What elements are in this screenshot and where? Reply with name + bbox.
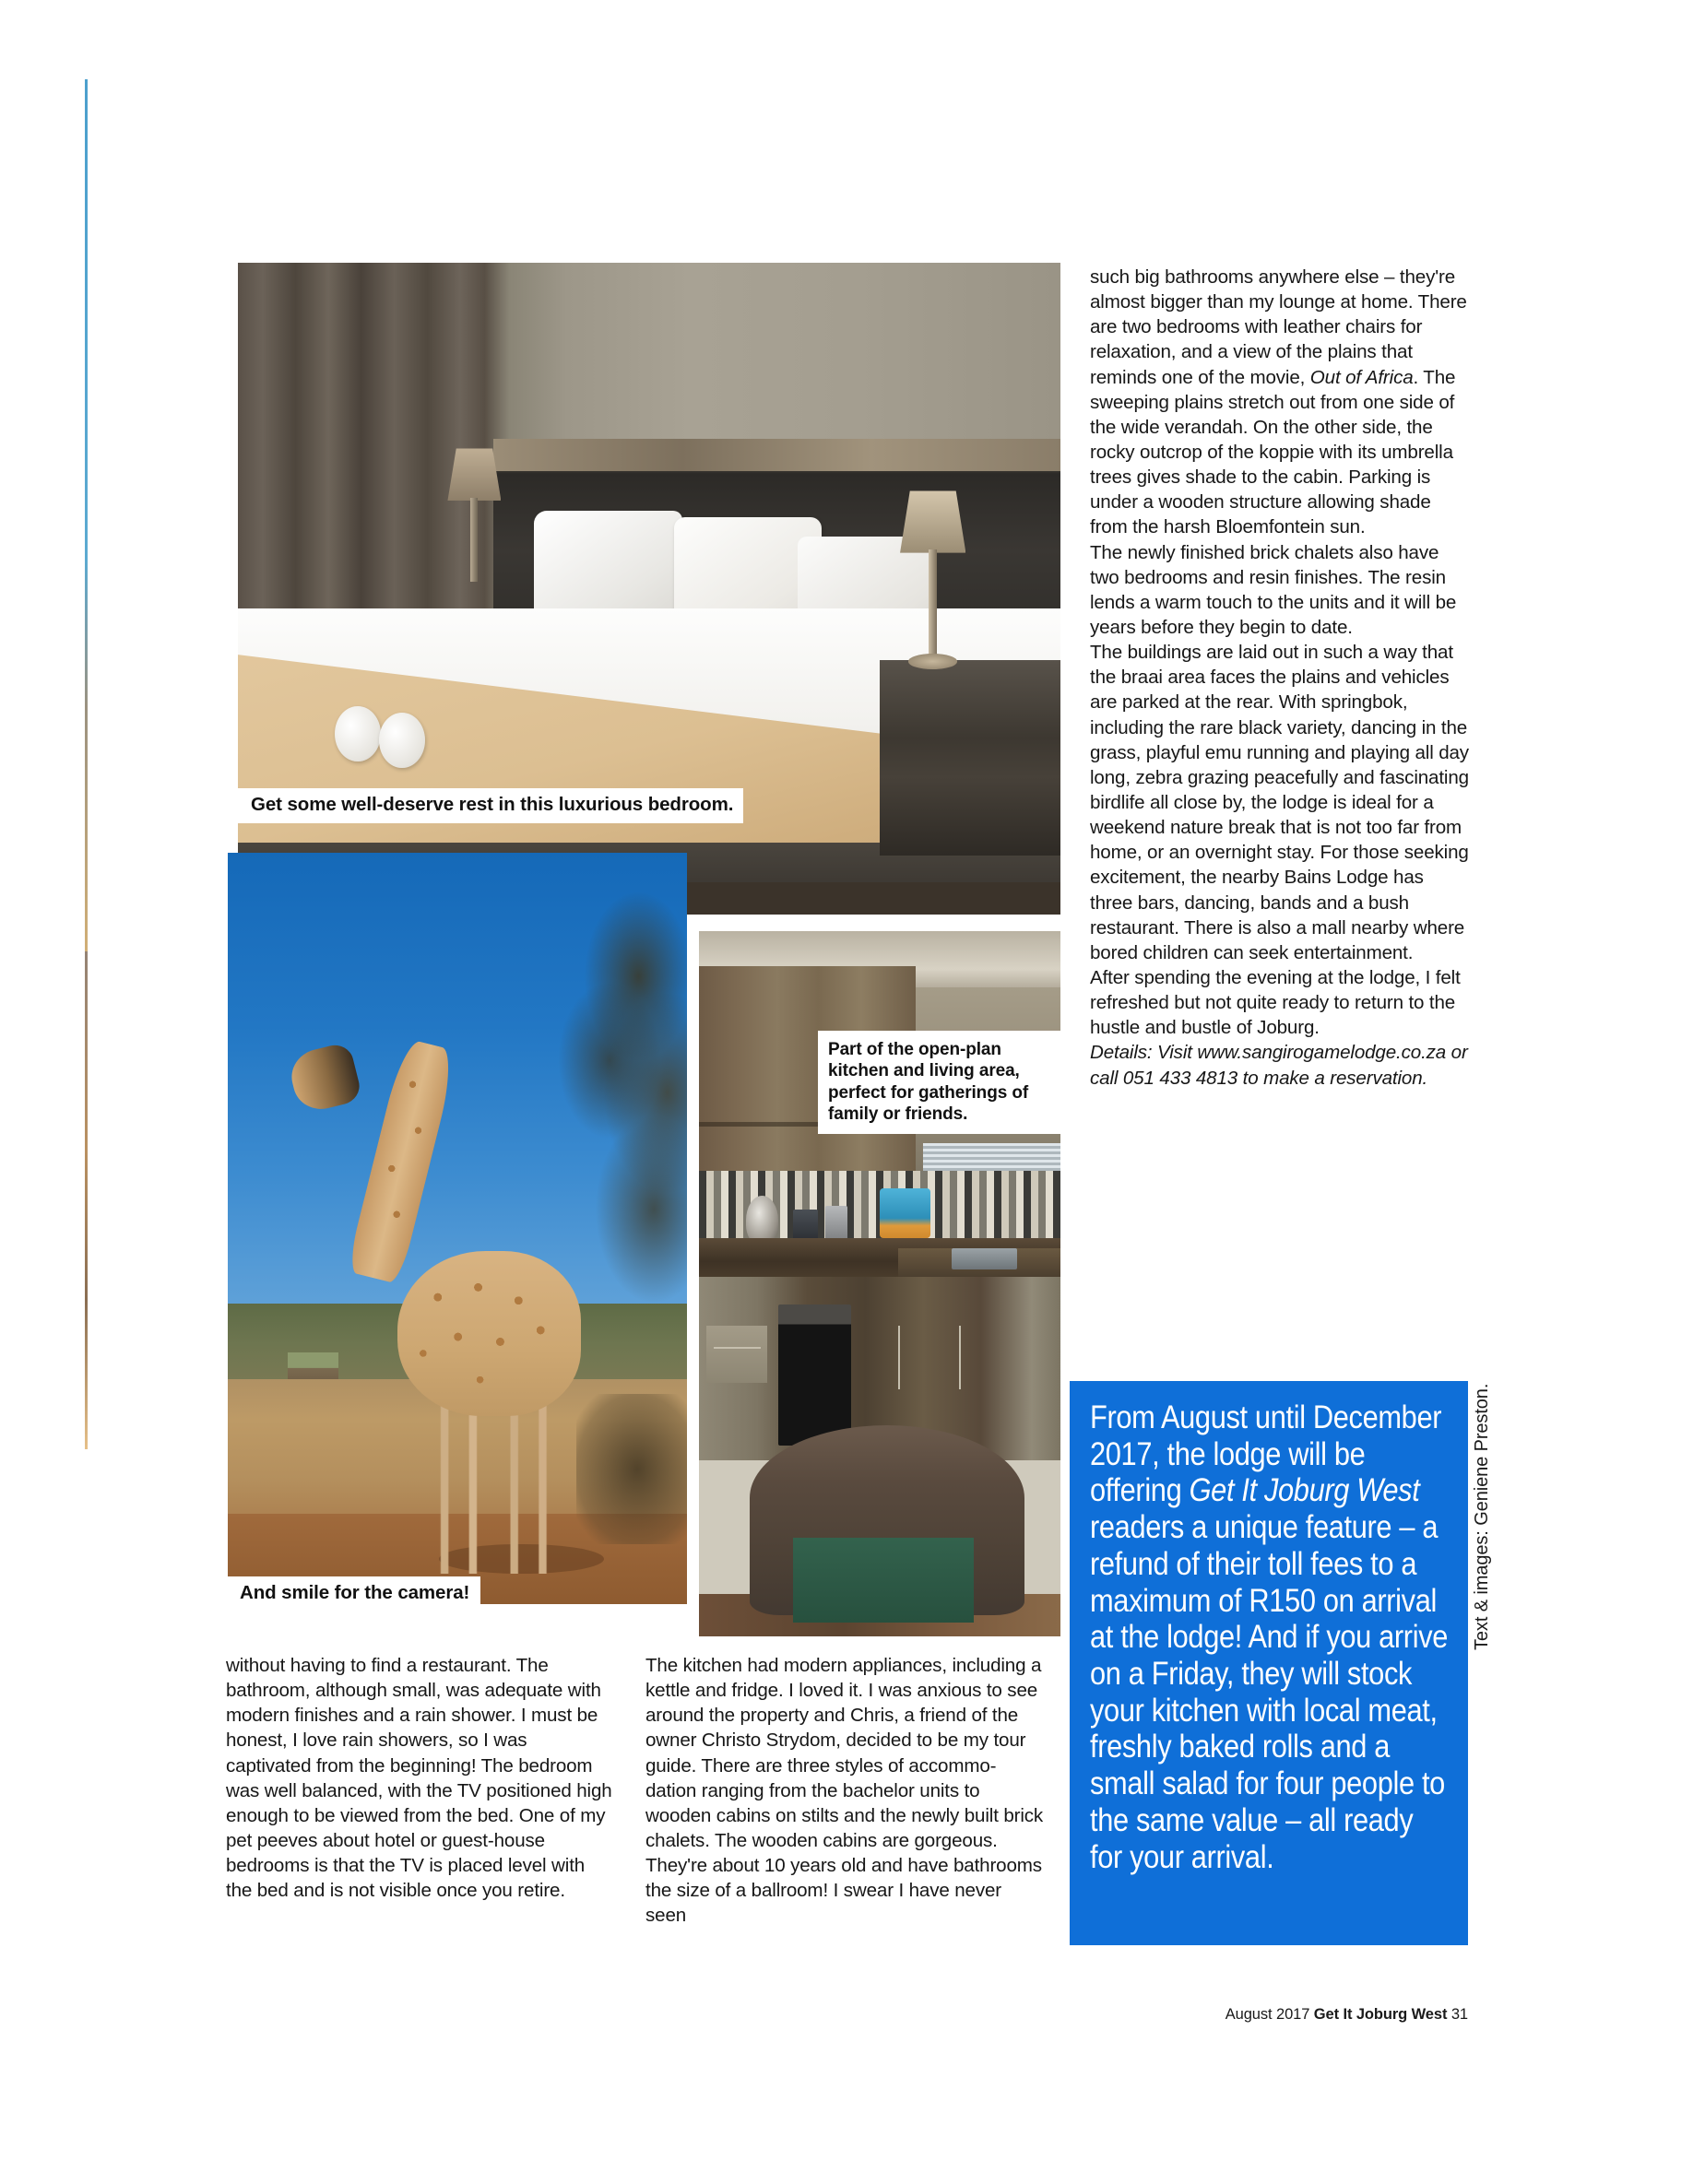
kitchen-cabinet-handle bbox=[959, 1326, 961, 1389]
photo-credit-vertical: Text & images: Geniene Preston. bbox=[1472, 1383, 1492, 1650]
giraffe-body bbox=[397, 1251, 581, 1416]
movie-title-italic: Out of Africa bbox=[1309, 366, 1414, 388]
article-paragraph: without having to find a restaurant. The bathroom, although small, was adequate with modern finishes and a rain shower. I must be honest, I love rain showers, so I was captivated from the beginning! The bedroom was well balanced, with the TV positioned high enough to be viewed from the bed. One of my pet peeves about hotel or guest-house bedrooms is that the TV is placed level with the bed and is not visible once you retire. bbox=[226, 1655, 612, 1902]
promo-part-two: readers a unique feature – a refund of their toll fees to a maximum of R150 on arrival at the lodge! And if you arrive on a Friday, they will stock your kitchen with local meat, freshly baked rolls and a small salad for four people to the same value – all ready for your arrival. bbox=[1090, 1509, 1449, 1875]
bedroom-headboard-trim bbox=[493, 439, 1060, 471]
page-number: 31 bbox=[1450, 2006, 1468, 2023]
bedroom-lamp-left bbox=[447, 448, 501, 501]
bedroom-photo-caption: Get some well-deserve rest in this luxurious bedroom. bbox=[238, 788, 743, 823]
kitchen-photo-caption: Part of the open-plan kitchen and living area, perfect for gatherings of family or friends. bbox=[818, 1031, 1072, 1134]
bedroom-nightstand bbox=[880, 660, 1060, 856]
giraffe-photo bbox=[228, 853, 687, 1604]
article-paragraph: After spending the evening at the lodge, I felt refreshed but not quite ready to return to the hustle and bustle of Joburg. bbox=[1090, 966, 1461, 1039]
promotional-offer-box bbox=[1070, 1381, 1468, 1945]
kitchen-drawer-handle bbox=[714, 1347, 761, 1349]
kitchen-pot bbox=[793, 1210, 818, 1241]
promotional-offer-text bbox=[1090, 1399, 1450, 1875]
kitchen-oven bbox=[778, 1304, 850, 1446]
article-paragraph: The buildings are laid out in such a way that the braai area faces the plains and vehicles are parked at the rear. With springbok, including the rare black variety, dancing in the grass, playful emu running and playing all day long, zebra grazing peacefully and fascinating birdlife all close by, the lodge is ideal for a weekend nature break that is not too far from home, or an overnight stay. For those seeking excitement, the nearby Bains Lodge has three bars, dancing, bands and a bush restaurant. There is also a mall nearby where bored children can seek entertainment. bbox=[1090, 642, 1469, 963]
article-right-column bbox=[1090, 265, 1470, 1091]
kitchen-drawer bbox=[706, 1326, 768, 1382]
kitchen-appliance bbox=[880, 1188, 930, 1238]
page-edge-artifact-bottom bbox=[85, 951, 88, 1449]
article-details-line: Details: Visit www.sangirogamelodge.co.za or call 051 433 4813 to make a reservation. bbox=[1090, 1042, 1468, 1089]
bedroom-lamp-right bbox=[900, 490, 965, 552]
article-bottom-left-column bbox=[226, 1653, 613, 1903]
page-footer bbox=[1088, 2006, 1468, 2024]
giraffe-bush bbox=[576, 1394, 687, 1544]
kitchen-green-cushion bbox=[793, 1538, 974, 1623]
kitchen-cabinet-handle bbox=[898, 1326, 900, 1389]
paragraph-lead-text: such big bathrooms anywhere else – they're almost bigger than my lounge at home. There are two bedrooms with leather chairs for relaxation, and a view of the plains that reminds one of the movie, bbox=[1090, 266, 1467, 388]
article-bottom-middle-column bbox=[645, 1653, 1044, 1929]
bedroom-lamp-right-stem bbox=[929, 549, 937, 660]
footer-date: August 2017 bbox=[1225, 2006, 1310, 2023]
kitchen-sink bbox=[952, 1248, 1017, 1269]
page-edge-artifact-top bbox=[85, 79, 88, 951]
kitchen-pot bbox=[825, 1206, 847, 1241]
article-paragraph: The newly finished brick chalets also have two bedrooms and resin finishes. The resin lends a warm touch to the units and it will be years before they begin to date. bbox=[1090, 541, 1457, 638]
article-paragraph bbox=[1090, 265, 1470, 540]
promo-magazine-title-italic: Get It Joburg West bbox=[1189, 1472, 1420, 1509]
paragraph-tail-text: . The sweeping plains stretch out from one side of the wide verandah. On the other side, the rocky outcrop of the koppie with its umbrella trees gives shade to the cabin. Parking is under a wooden structure allowing shade from the harsh Bloemfontein sun. bbox=[1090, 366, 1456, 538]
article-paragraph: The kitchen had modern appliances, including a kettle and fridge. I loved it. I was anxious to see around the property and Chris, a friend of the owner Christo Strydom, decided to be my tour guide. There are three styles of accommo-dation ranging from the bachelor units to wooden cabins on stilts and the newly built brick chalets. The wooden cabins are gorgeous. They're about 10 years old and have bathrooms the size of a ballroom! I swear I have never seen bbox=[645, 1655, 1044, 1927]
giraffe-photo-caption: And smile for the camera! bbox=[228, 1576, 480, 1611]
footer-magazine-brand: Get It Joburg West bbox=[1313, 2006, 1448, 2023]
promo-part-one: From August until December 2017, the lodge will be offering bbox=[1090, 1399, 1442, 1509]
bedroom-lamp-left-stem bbox=[470, 498, 477, 583]
giraffe-legs bbox=[430, 1394, 558, 1575]
bedroom-rolled-towel bbox=[335, 706, 381, 761]
bedroom-rolled-towel bbox=[379, 713, 425, 768]
